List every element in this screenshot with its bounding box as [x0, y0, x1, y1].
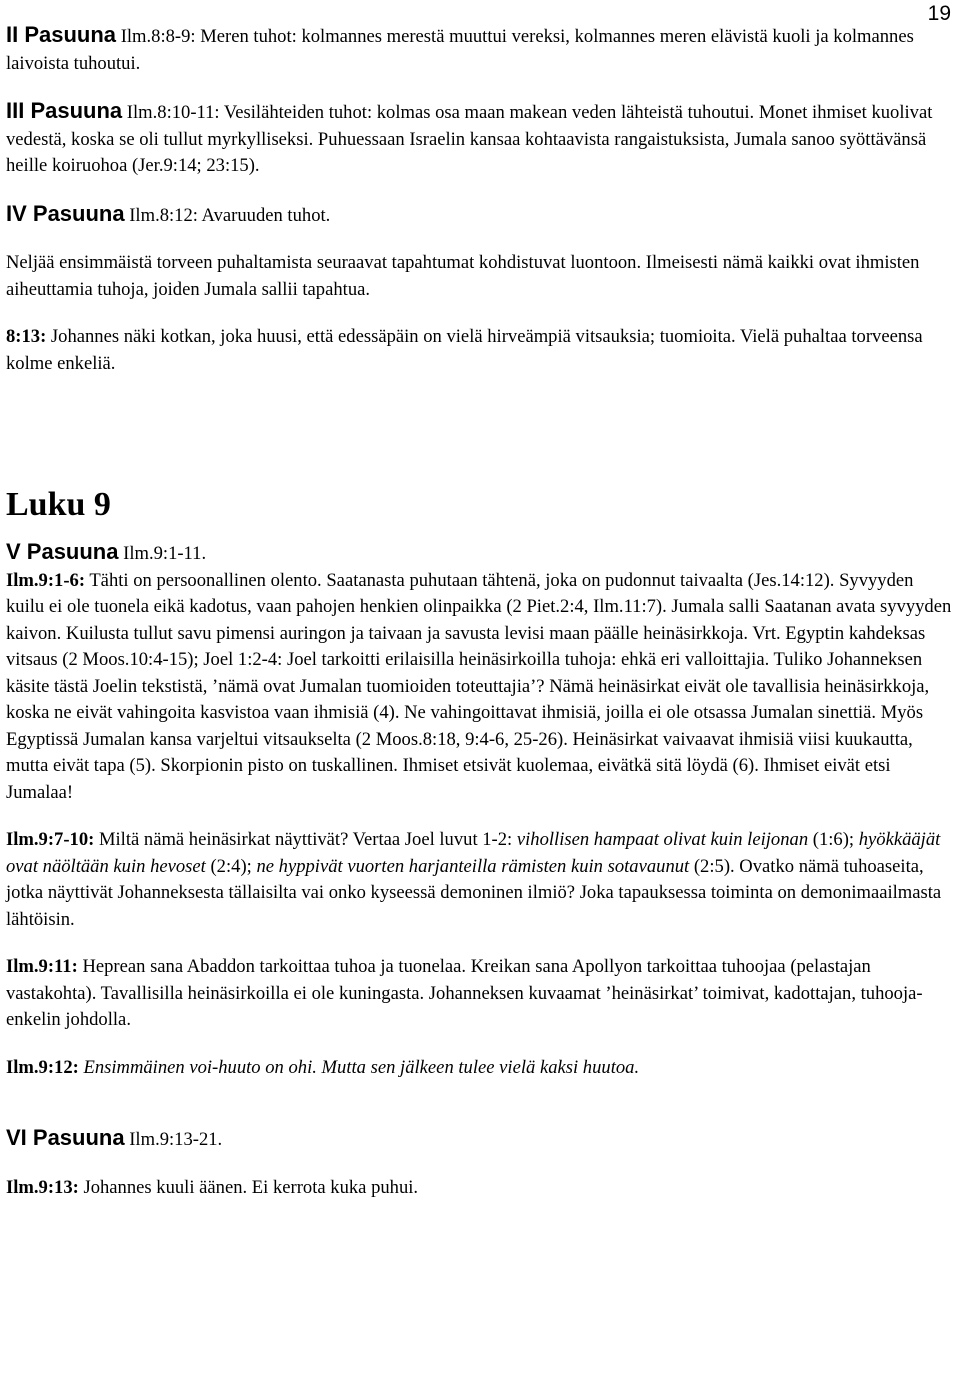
paragraph-trumpet-2 — [6, 22, 954, 77]
verse-reference: Ilm.9:11: — [6, 956, 78, 977]
paragraph-text: Ilm.9:1-11. — [118, 543, 207, 564]
paragraph-9-7-10 — [6, 827, 954, 933]
paragraph-9-13 — [6, 1175, 954, 1202]
section-heading: IV Pasuuna — [6, 200, 125, 226]
quote-italic: ne hyppivät vuorten harjanteilla rämisten kuin sotavaunut — [256, 855, 690, 877]
document-body — [6, 22, 954, 1222]
verse-reference: Ilm.9:1-6: — [6, 569, 86, 591]
section-heading: III Pasuuna — [6, 98, 123, 123]
paragraph-9-12 — [6, 1055, 954, 1082]
paragraph-text: (2:4); — [205, 855, 257, 877]
quote-italic: hyökkääjät ovat näöltään kuin hevoset — [6, 829, 941, 877]
section-heading: II Pasuuna — [6, 22, 117, 47]
verse-reference: Ilm.9:7-10: — [6, 829, 95, 850]
paragraph-italic-text: Ensimmäinen voi-huuto on ohi. Mutta sen jälkeen tulee vielä kaksi huutoa. — [78, 1056, 640, 1078]
paragraph-8-13 — [6, 324, 954, 377]
paragraph-trumpet-3 — [6, 98, 954, 180]
page-number: 19 — [927, 2, 951, 25]
verse-reference: 8:13: — [6, 326, 47, 347]
paragraph-text: (1:6); — [808, 829, 859, 850]
paragraph-trumpet-4 — [6, 201, 954, 230]
section-heading: VI Pasuuna — [6, 1125, 125, 1150]
verse-reference: Ilm.9:13: — [6, 1176, 79, 1198]
paragraph-text: Heprean sana Abaddon tarkoittaa tuhoa ja tuonelaa. Kreikan sana Apollyon tarkoittaa tuhoojaa (pelastajan vastakohta). Tavallisilla heinäsirkoilla ei ole kuningasta. Johanneksen kuvaamat ’heinäsirkat’ toimivat, kadottajan, tuhooja-enkelin johdolla. — [6, 956, 923, 1030]
paragraph-text: (2:5). Ovatko nämä tuhoaseita, jotka näyttivät Johanneksesta tällaisilta vai onko kyseessä demoninen ilmiö? Joka tapauksessa toiminta on demonimaailmasta lähtöisin. — [6, 855, 942, 930]
chapter-title: Luku 9 — [6, 486, 111, 523]
paragraph-text: Johannes kuuli äänen. Ei kerrota kuka puhui. — [78, 1176, 419, 1198]
paragraph-text: Miltä nämä heinäsirkat näyttivät? Vertaa Joel luvut 1-2: — [94, 829, 517, 850]
verse-reference: Ilm.9:12: — [6, 1056, 79, 1078]
paragraph-trumpet-5 — [6, 539, 954, 568]
quote-italic: vihollisen hampaat olivat kuin leijonan — [516, 829, 809, 850]
paragraph-text: Ilm.9:13-21. — [124, 1129, 223, 1150]
paragraph-9-11 — [6, 954, 954, 1034]
paragraph-text: Ilm.8:10-11: Vesilähteiden tuhot: kolmas osa maan makean veden lähteistä tuhoutui. Monet ihmiset kuolivat vedestä, koska se oli tullut myrkylliseksi. Puhuessaan Israelin kansaa kohtaavista rangaistuksista, Jumala sanoo syöttävänsä heille koiruohoa (Jer.9:14; 23:15). — [6, 102, 933, 176]
paragraph-text: Tähti on persoonallinen olento. Saatanasta puhutaan tähtenä, joka on pudonnut taivaalta (Jes.14:12). Syvyyden kuilu ei ole tuonela eikä kadotus, vaan pahojen henkien olinpaikka (2 Piet.2:4, Ilm.11:7). Jumala salli Saatanan avata syvyyden kaivon. Kuilusta tullut savu pimensi auringon ja taivaan ja savusta levisi maan päälle heinäsirkkoja. Vrt. Egyptin kahdeksas vitsaus (2 Moos.10:4-15); Joel 1:2-4: Joel tarkoitti erilaisilla heinäsirkoilla tuhoja: ehkä eri valloittajia. Tuliko Johanneksen käsite tästä Joelin tekstistä, ’nämä ovat Jumalan tuomioiden toteuttajia’? Nämä heinäsirkat eivät ole tavallisia heinäsirkkoja, koska ne eivät vahingoita kasvistoa vaan ihmisiä (4). Ne vahingoittavat ihmisiä, joilla ei ole otsassa Jumalan sinettiä. Myös Egyptissä Jumalan kansa varjeltui vitsaukselta (2 Moos.8:18, 9:4-6, 25-26). Heinäsirkat vaivaavat ihmisiä viisi kuukautta, mutta eivät tapa (5). Skorpionin pisto on tuskallinen. Ihmiset etsivät kuolemaa, eivätkä sitä löydä (6). Ihmiset eivät etsi Jumalaa! — [6, 569, 952, 803]
paragraph-text: Ilm.8:8-9: Meren tuhot: kolmannes merestä muuttui vereksi, kolmannes meren elävistä kuoli ja kolmannes laivoista tuhoutui. — [6, 26, 914, 74]
paragraph-nature — [6, 250, 954, 303]
paragraph-text: Ilm.8:12: Avaruuden tuhot. — [124, 204, 331, 226]
paragraph-text: Johannes näki kotkan, joka huusi, että edessäpäin on vielä hirveämpiä vitsauksia; tuomioita. Vielä puhaltaa torveensa kolme enkeliä. — [6, 326, 923, 374]
paragraph-9-1-6 — [6, 568, 954, 807]
paragraph-trumpet-6 — [6, 1125, 954, 1154]
section-heading: V Pasuuna — [6, 539, 119, 564]
paragraph-text: Neljää ensimmäistä torveen puhaltamista seuraavat tapahtumat kohdistuvat luontoon. Ilmeisesti nämä kaikki ovat ihmisten aiheuttamia tuhoja, joiden Jumala sallii tapahtua. — [6, 252, 920, 300]
